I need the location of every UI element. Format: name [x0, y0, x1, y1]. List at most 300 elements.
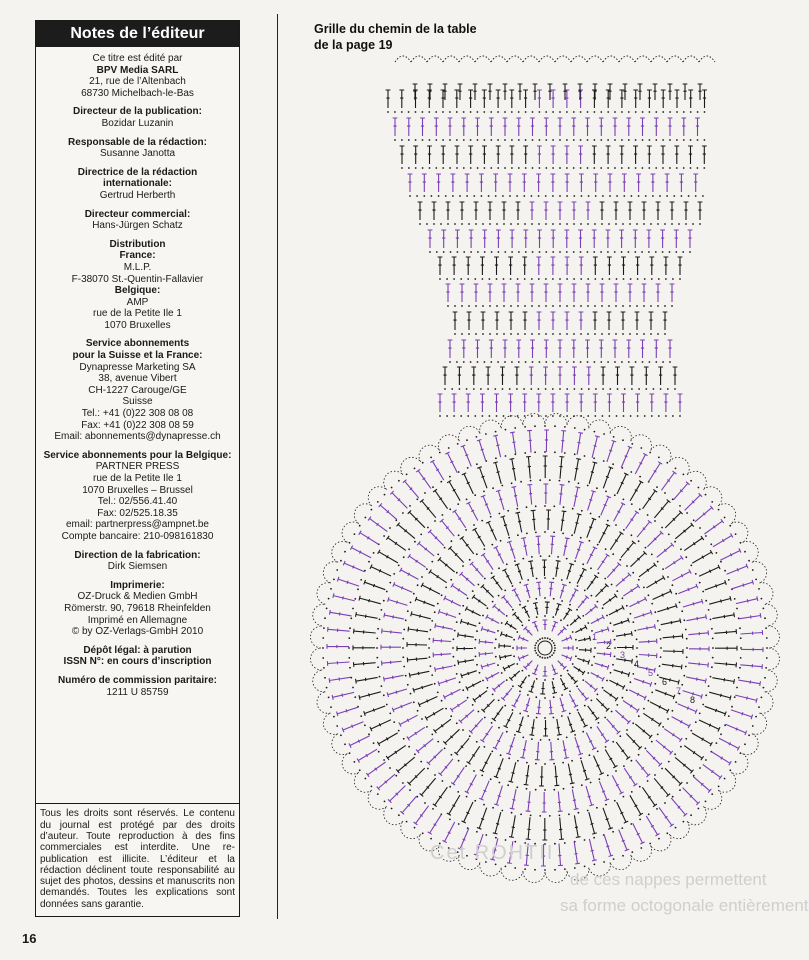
chain-dot: [553, 532, 555, 534]
chain-dot: [454, 333, 456, 335]
stitch-mark: [642, 787, 657, 807]
chain-dot: [505, 866, 507, 868]
stitch-mark: [572, 284, 577, 302]
stitch-mark: [399, 90, 404, 108]
chain-dot: [635, 111, 637, 113]
chain-dot: [566, 111, 568, 113]
chain-dot: [495, 431, 497, 433]
stitch-mark: [593, 174, 598, 192]
chain-dot: [567, 625, 569, 627]
chain-dot: [681, 610, 683, 612]
picot-arc: [395, 56, 411, 62]
stitch-mark: [636, 174, 641, 192]
stitch-mark: [572, 367, 577, 385]
stitch-mark: [607, 563, 621, 578]
stitch-mark: [679, 174, 684, 192]
chain-dot: [581, 195, 583, 197]
chain-dot: [494, 388, 496, 390]
chain-dot: [596, 807, 598, 809]
stitch-mark: [563, 740, 569, 758]
stitch-mark: [433, 787, 448, 806]
chain-dot: [323, 627, 325, 629]
stitch-mark: [650, 702, 669, 713]
stitch-mark: [668, 340, 673, 358]
stitch-mark: [678, 257, 683, 275]
chain-dot: [349, 667, 351, 669]
stitch-mark: [501, 595, 512, 607]
chain-dot: [616, 415, 618, 417]
chain-dot: [573, 333, 575, 335]
stitch-mark: [578, 688, 589, 700]
chain-dot: [475, 639, 477, 641]
chain-dot: [612, 831, 614, 833]
chain-dot: [606, 680, 608, 682]
chain-dot: [472, 704, 474, 706]
stitch-mark: [738, 680, 760, 686]
stitch-mark: [515, 367, 520, 385]
chain-dot: [512, 609, 514, 611]
stitch-mark: [480, 257, 485, 275]
chain-dot: [542, 657, 544, 659]
chain-dot: [593, 656, 595, 658]
stitch-mark: [695, 506, 713, 522]
stitch-mark: [635, 724, 652, 739]
chain-dot: [699, 713, 701, 715]
stitch-mark: [417, 541, 434, 556]
chain-dot: [459, 613, 461, 615]
stitch-mark: [515, 512, 521, 532]
chain-dot: [475, 305, 477, 307]
chain-dot: [456, 673, 458, 675]
chain-dot: [526, 506, 528, 508]
chain-dot: [393, 573, 395, 575]
chain-dot: [678, 223, 680, 225]
stitch-mark: [592, 90, 597, 108]
picot-arc: [317, 692, 331, 714]
stitch-mark: [614, 503, 626, 522]
imprint-line: Dépôt légal: à parution: [83, 644, 192, 656]
chain-dot: [553, 763, 555, 765]
chain-dot: [476, 664, 478, 666]
stitch-mark: [675, 523, 693, 539]
chain-dot: [656, 808, 658, 810]
chain-dot: [495, 195, 497, 197]
chain-dot: [553, 598, 555, 600]
stitch-mark: [428, 230, 433, 248]
chain-dot: [554, 650, 556, 652]
stitch-mark: [649, 394, 654, 412]
chain-dot: [584, 590, 586, 592]
chain-dot: [544, 717, 546, 719]
chain-dot: [559, 111, 561, 113]
stitch-mark: [593, 394, 598, 412]
chain-dot: [626, 689, 628, 691]
stitch-mark: [699, 720, 720, 732]
chain-dot: [333, 579, 335, 581]
chain-dot: [470, 251, 472, 253]
stitch-mark: [535, 742, 540, 760]
stitch-mark: [578, 596, 589, 608]
stitch-mark: [517, 646, 527, 651]
stitch-mark: [494, 786, 502, 806]
chain-dot: [711, 501, 713, 503]
stitch-mark: [429, 570, 447, 583]
stitch-mark: [571, 118, 576, 136]
stitch-mark: [635, 257, 640, 275]
chain-dot: [466, 499, 468, 501]
chain-dot: [705, 600, 707, 602]
chain-dot: [708, 685, 710, 687]
stitch-mark: [481, 312, 486, 330]
chain-dot: [441, 594, 443, 596]
stitch-mark: [637, 520, 652, 537]
stitch-mark: [526, 791, 531, 811]
chain-dot: [705, 801, 707, 803]
chain-dot: [456, 621, 458, 623]
stitch-mark: [698, 84, 703, 100]
imprint-block: [40, 450, 235, 543]
chain-dot: [539, 479, 541, 481]
chain-dot: [460, 278, 462, 280]
stitch-mark: [435, 666, 453, 672]
stitch-mark: [565, 174, 570, 192]
chain-dot: [539, 361, 541, 363]
chain-dot: [622, 333, 624, 335]
chain-dot: [431, 561, 433, 563]
stitch-mark: [630, 481, 643, 501]
stitch-mark: [349, 736, 370, 748]
chain-dot: [467, 415, 469, 417]
chain-dot: [645, 748, 647, 750]
chain-dot: [662, 568, 664, 570]
stitch-mark: [592, 230, 597, 248]
stitch-mark: [522, 394, 527, 412]
chain-dot: [377, 628, 379, 630]
stitch-mark: [502, 202, 507, 220]
stitch-mark: [587, 547, 597, 564]
stitch-mark: [508, 174, 513, 192]
imprint-block: [40, 106, 235, 129]
chain-dot: [755, 579, 757, 581]
chain-dot: [352, 608, 354, 610]
stitch-mark: [386, 90, 391, 108]
stitch-mark: [411, 612, 431, 619]
stitch-mark: [458, 633, 474, 638]
chain-dot: [631, 760, 633, 762]
chain-dot: [685, 223, 687, 225]
chain-dot: [525, 139, 527, 141]
chain-dot: [506, 731, 508, 733]
chain-dot: [539, 167, 541, 169]
stitch-mark: [510, 230, 515, 248]
stitch-mark: [683, 599, 703, 607]
stitch-mark: [496, 146, 501, 164]
chain-dot: [409, 195, 411, 197]
imprint-line: © by OZ-Verlags-GmbH 2010: [71, 626, 204, 638]
chain-dot: [623, 499, 625, 501]
chain-dot: [660, 388, 662, 390]
stitch-mark: [537, 312, 542, 330]
picot-arc: [384, 806, 403, 824]
stitch-mark: [433, 653, 451, 658]
stitch-mark: [503, 664, 515, 672]
chain-dot: [524, 333, 526, 335]
stitch-mark: [579, 174, 584, 192]
chain-dot: [595, 195, 597, 197]
chain-dot: [519, 690, 521, 692]
stitch-mark: [562, 655, 572, 661]
chain-dot: [422, 167, 424, 169]
chain-dot: [697, 111, 699, 113]
chain-dot: [401, 139, 403, 141]
chain-dot: [559, 388, 561, 390]
chain-dot: [403, 556, 405, 558]
stitch-mark: [635, 394, 640, 412]
chain-dot: [492, 487, 494, 489]
chain-dot: [643, 587, 645, 589]
chain-dot: [511, 812, 513, 814]
stitch-mark: [741, 630, 763, 635]
stitch-mark: [516, 340, 521, 358]
chain-dot: [686, 638, 688, 640]
chain-dot: [427, 527, 429, 529]
chain-dot: [348, 637, 350, 639]
stitch-mark: [516, 284, 521, 302]
stitch-mark: [552, 681, 557, 693]
chain-dot: [408, 111, 410, 113]
chain-dot: [710, 543, 712, 545]
chain-dot: [559, 278, 561, 280]
chain-dot: [544, 789, 546, 791]
chain-dot: [667, 388, 669, 390]
chain-dot: [497, 139, 499, 141]
chain-dot: [566, 223, 568, 225]
stitch-mark: [660, 230, 665, 248]
chain-dot: [611, 711, 613, 713]
chain-dot: [669, 251, 671, 253]
chain-dot: [680, 548, 682, 550]
chain-dot: [496, 333, 498, 335]
chain-dot: [588, 388, 590, 390]
stitch-mark: [428, 530, 444, 546]
chain-dot: [479, 672, 481, 674]
chain-dot: [619, 559, 621, 561]
chain-dot: [611, 584, 613, 586]
chain-dot: [761, 598, 763, 600]
chain-dot: [657, 620, 659, 622]
chain-dot: [540, 555, 542, 557]
imprint-line: Fax: +41 (0)22 308 08 59: [81, 419, 194, 431]
chain-dot: [416, 195, 418, 197]
stitch-mark: [526, 457, 531, 479]
stitch-mark: [455, 230, 460, 248]
chain-dot: [623, 278, 625, 280]
stitch-mark: [482, 699, 495, 712]
chain-dot: [636, 638, 638, 640]
picot-arc: [523, 414, 545, 426]
chain-dot: [564, 842, 566, 844]
stitch-mark: [544, 340, 549, 358]
chain-dot: [690, 480, 692, 482]
chain-dot: [572, 663, 574, 665]
stitch-mark: [579, 257, 584, 275]
stitch-mark: [664, 257, 669, 275]
chain-dot: [430, 457, 432, 459]
chain-dot: [654, 520, 656, 522]
stitch-mark: [502, 284, 507, 302]
stitch-mark: [686, 615, 706, 621]
chain-dot: [520, 481, 522, 483]
chain-dot: [511, 111, 513, 113]
chain-dot: [724, 778, 726, 780]
chain-dot: [566, 305, 568, 307]
chain-dot: [477, 251, 479, 253]
stitch-mark: [509, 762, 516, 782]
chain-dot: [605, 804, 607, 806]
chain-dot: [531, 333, 533, 335]
chain-dot: [651, 278, 653, 280]
chain-dot: [401, 167, 403, 169]
chain-dot: [629, 333, 631, 335]
chain-dot: [658, 415, 660, 417]
stitch-mark: [555, 766, 560, 786]
chain-dot: [517, 534, 519, 536]
chain-dot: [553, 696, 555, 698]
stitch-mark: [702, 90, 707, 108]
chain-dot: [467, 597, 469, 599]
picot-arc: [419, 445, 439, 462]
chain-dot: [708, 609, 710, 611]
chain-dot: [568, 813, 570, 815]
stitch-mark: [460, 284, 465, 302]
chain-dot: [643, 333, 645, 335]
stitch-mark: [603, 808, 613, 830]
chain-dot: [512, 709, 514, 711]
stitch-mark: [432, 202, 437, 220]
chain-dot: [615, 770, 617, 772]
chain-dot: [423, 195, 425, 197]
chain-dot: [545, 251, 547, 253]
picot-arc: [731, 522, 748, 542]
chain-dot: [449, 361, 451, 363]
chain-dot: [378, 751, 380, 753]
chain-dot: [657, 223, 659, 225]
stitch-mark: [712, 678, 734, 684]
chain-dot: [659, 629, 661, 631]
stitch-mark: [574, 815, 580, 837]
imprint-line: Fax: 02/525.18.35: [97, 507, 178, 519]
stitch-mark: [719, 738, 740, 750]
chain-dot: [669, 361, 671, 363]
stitch-mark: [393, 582, 412, 592]
chain-dot: [456, 361, 458, 363]
chain-dot: [553, 652, 555, 654]
chain-dot: [589, 754, 591, 756]
chain-dot: [552, 305, 554, 307]
chain-dot: [580, 167, 582, 169]
chain-dot: [538, 195, 540, 197]
stitch-mark: [621, 541, 636, 558]
stitch-mark: [574, 487, 580, 507]
picot-arc: [587, 56, 603, 62]
chain-dot: [711, 793, 713, 795]
chain-dot: [517, 333, 519, 335]
chain-dot: [552, 616, 554, 618]
stitch-mark: [441, 146, 446, 164]
chain-dot: [553, 789, 555, 791]
chain-dot: [621, 361, 623, 363]
chain-dot: [576, 609, 578, 611]
stitch-mark: [482, 230, 487, 248]
chain-dot: [665, 278, 667, 280]
stitch-mark: [530, 202, 535, 220]
chain-dot: [482, 615, 484, 617]
chain-dot: [504, 139, 506, 141]
stitch-mark: [585, 604, 597, 615]
stitch-mark: [551, 174, 556, 192]
chain-dot: [639, 476, 641, 478]
stitch-mark: [654, 778, 670, 796]
picot-arc: [475, 56, 491, 62]
stitch-mark: [711, 752, 731, 766]
picot-arc: [718, 772, 735, 792]
stitch-mark: [714, 629, 736, 634]
chain-dot: [680, 746, 682, 748]
stitch-mark: [413, 146, 418, 164]
chain-dot: [509, 195, 511, 197]
chain-dot: [615, 524, 617, 526]
stitch-mark: [400, 146, 405, 164]
stitch-mark: [655, 690, 675, 699]
imprint-line: AMP: [126, 296, 149, 308]
chain-dot: [614, 111, 616, 113]
chain-dot: [638, 715, 640, 717]
stitch-mark: [607, 440, 616, 462]
stitch-mark: [536, 700, 541, 714]
stitch-mark: [558, 118, 563, 136]
stitch-mark: [675, 757, 693, 773]
chain-dot: [748, 560, 750, 562]
chain-dot: [443, 251, 445, 253]
stitch-mark: [510, 432, 516, 454]
chain-dot: [655, 111, 657, 113]
stitch-mark: [607, 312, 612, 330]
stitch-mark: [599, 781, 609, 801]
stitch-mark: [532, 621, 538, 631]
stitch-mark: [559, 817, 564, 839]
chain-dot: [462, 729, 464, 731]
chain-dot: [413, 701, 415, 703]
stitch-mark: [698, 202, 703, 220]
stitch-mark: [631, 551, 647, 567]
chain-dot: [517, 305, 519, 307]
imprint-block: [40, 137, 235, 160]
chain-dot: [511, 167, 513, 169]
chain-dot: [650, 305, 652, 307]
chain-dot: [598, 572, 600, 574]
stitch-mark: [589, 839, 596, 861]
chain-dot: [502, 388, 504, 390]
chain-dot: [457, 503, 459, 505]
chain-dot: [435, 111, 437, 113]
stitch-mark: [621, 446, 632, 467]
chain-dot: [532, 361, 534, 363]
stitch-mark: [512, 589, 521, 603]
chain-dot: [415, 167, 417, 169]
chain-dot: [588, 195, 590, 197]
stitch-mark: [639, 639, 657, 644]
chain-dot: [569, 604, 571, 606]
